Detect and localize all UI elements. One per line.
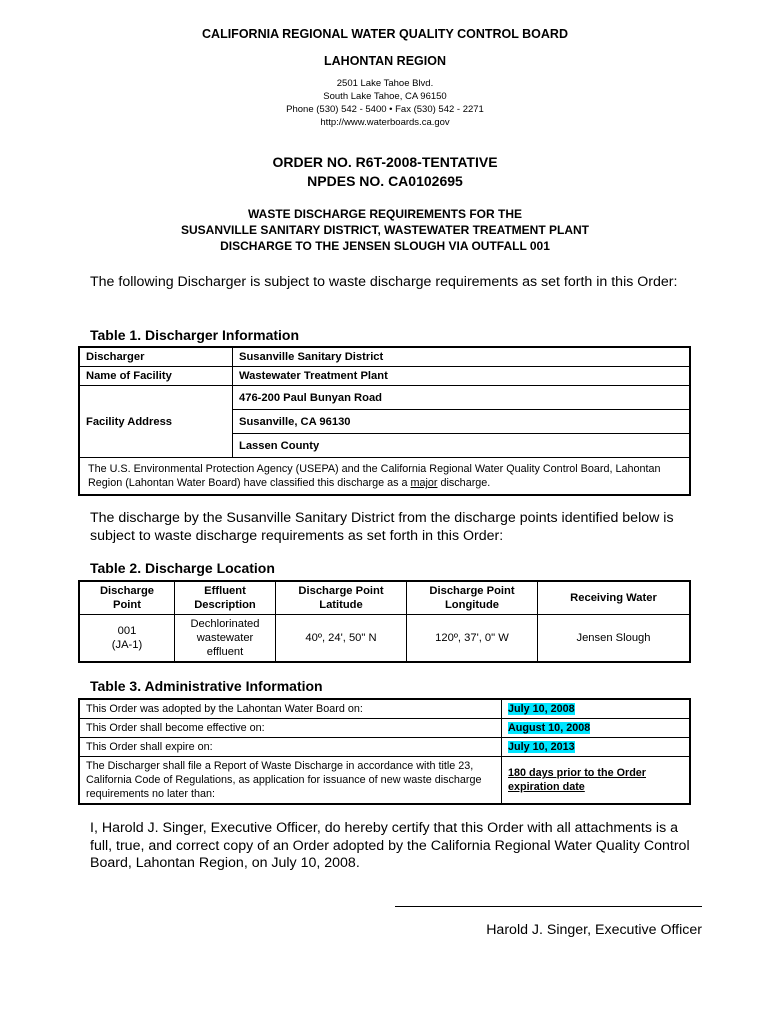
col-header-effluent: Effluent Description — [175, 581, 276, 615]
title-line-1: WASTE DISCHARGE REQUIREMENTS FOR THE — [247, 207, 522, 221]
cell-discharge-point — [79, 615, 175, 663]
table1-caption: Table 1. Discharger Information — [90, 327, 300, 343]
table-row — [79, 386, 690, 410]
table-row — [79, 699, 690, 719]
col-header-receiving-water: Receiving Water — [538, 581, 691, 615]
classification-note — [79, 458, 690, 496]
address-city: Susanville, CA 96130 — [233, 410, 691, 434]
note-emphasis: major — [410, 477, 438, 489]
adopted-date — [502, 699, 691, 719]
signature-line — [395, 906, 702, 907]
col-header-longitude: Discharge Point Longitude — [407, 581, 538, 615]
signatory-name: Harold J. Singer, Executive Officer — [486, 922, 702, 938]
rowd-label: The Discharger shall file a Report of Waste Discharge in accordance with title 23, California Code of Regulations, as application for issuance of new waste discharge requirements no later than: — [79, 757, 502, 805]
title-line-3: DISCHARGE TO THE JENSEN SLOUGH VIA OUTFALL 001 — [220, 239, 550, 253]
certification-paragraph: I, Harold J. Singer, Executive Officer, do hereby certify that this Order with all attachments is a full, true, and correct copy of an Order adopted by the California Regional Water Quality Control Board, Lahontan Region, on July 10, 2008. — [90, 820, 690, 871]
phone-fax: Phone (530) 542 - 5400 • Fax (530) 542 - 2271 — [286, 104, 484, 115]
table-row — [79, 738, 690, 757]
table-row — [79, 757, 690, 805]
facility-value: Wastewater Treatment Plant — [233, 367, 691, 386]
expire-date — [502, 738, 691, 757]
cell-longitude: 120º, 37', 0" W — [407, 615, 538, 663]
discharge-point-code: (JA-1) — [111, 639, 143, 651]
order-number: ORDER NO. R6T-2008-TENTATIVE — [272, 154, 498, 170]
rowd-deadline-value: 180 days prior to the Order expiration date — [508, 767, 647, 793]
adopted-label: This Order was adopted by the Lahontan Water Board on: — [79, 699, 502, 719]
facility-label: Name of Facility — [79, 367, 233, 386]
intro-paragraph: The following Discharger is subject to waste discharge requirements as set forth in this Order: — [90, 274, 678, 290]
npdes-number: NPDES NO. CA0102695 — [307, 173, 463, 189]
discharge-point-id: 001 — [117, 625, 137, 637]
table-row — [79, 367, 690, 386]
address-county: Lassen County — [233, 434, 691, 458]
discharger-information-table — [78, 346, 691, 496]
cell-effluent: Dechlorinated wastewater effluent — [175, 615, 276, 663]
table-row — [79, 347, 690, 367]
discharger-label: Discharger — [79, 347, 233, 367]
table3-caption: Table 3. Administrative Information — [90, 678, 323, 694]
col-header-point: Discharge Point — [79, 581, 175, 615]
agency-name: CALIFORNIA REGIONAL WATER QUALITY CONTROL BOARD — [202, 27, 568, 41]
note-text-end: discharge. — [437, 477, 491, 489]
discharge-location-table — [78, 580, 691, 663]
administrative-information-table — [78, 698, 691, 805]
adopted-date-value: July 10, 2008 — [508, 703, 575, 715]
region-name: LAHONTAN REGION — [324, 54, 446, 68]
col-header-latitude: Discharge Point Latitude — [276, 581, 407, 615]
effective-label: This Order shall become effective on: — [79, 719, 502, 738]
effective-date-value: August 10, 2008 — [508, 722, 591, 734]
order-heading — [0, 153, 770, 191]
effective-date — [502, 719, 691, 738]
note-text: The U.S. Environmental Protection Agency (USEPA) and the California Regional Water Quality Control Board, Lahontan Region (Lahontan Water Board) have classified this discharge as a — [88, 463, 661, 489]
title-line-2: SUSANVILLE SANITARY DISTRICT, WASTEWATER TREATMENT PLANT — [181, 223, 589, 237]
facility-address-label: Facility Address — [79, 386, 233, 458]
discharger-value: Susanville Sanitary District — [233, 347, 691, 367]
document-title — [0, 206, 770, 254]
table-row — [79, 615, 690, 663]
table-row — [79, 719, 690, 738]
expire-date-value: July 10, 2013 — [508, 741, 575, 753]
table2-caption: Table 2. Discharge Location — [90, 560, 275, 576]
agency-address — [0, 77, 770, 129]
expire-label: This Order shall expire on: — [79, 738, 502, 757]
table-header-row — [79, 581, 690, 615]
rowd-deadline — [502, 757, 691, 805]
website-url: http://www.waterboards.ca.gov — [320, 117, 450, 128]
table-row — [79, 458, 690, 496]
cell-receiving-water: Jensen Slough — [538, 615, 691, 663]
address-line-1: 2501 Lake Tahoe Blvd. — [336, 78, 434, 89]
address-line-2: South Lake Tahoe, CA 96150 — [323, 91, 447, 102]
cell-latitude: 40º, 24', 50" N — [276, 615, 407, 663]
discharge-paragraph: The discharge by the Susanville Sanitary District from the discharge points identified below is subject to waste discharge requirements as set forth in this Order: — [90, 510, 674, 544]
address-street: 476-200 Paul Bunyan Road — [233, 386, 691, 410]
